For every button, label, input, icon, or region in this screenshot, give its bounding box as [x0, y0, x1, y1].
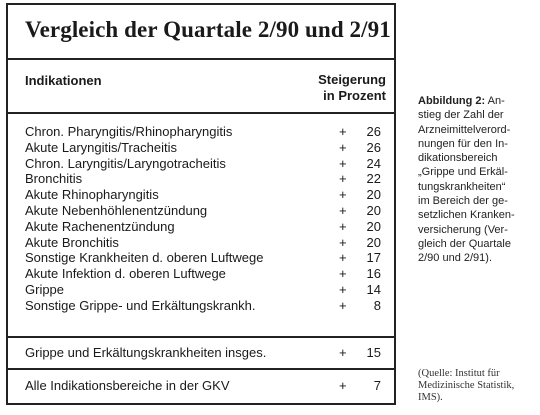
source-line: Medizinische Statistik, [418, 380, 515, 391]
total-value: 7 [373, 378, 381, 393]
source-line: IMS). [418, 392, 443, 403]
row-label: Chron. Laryngitis/Laryngotracheitis [25, 155, 226, 171]
row-sign: + [339, 171, 347, 187]
row-label: Sonstige Krankheiten d. oberen Luftwege [25, 250, 264, 266]
row-label: Akute Rachenentzündung [25, 218, 175, 234]
subtotal-sign: + [339, 345, 347, 360]
subtotal-row [8, 345, 394, 361]
column-header-change [318, 72, 386, 104]
row-value: 22 [366, 171, 381, 187]
row-sign: + [339, 281, 347, 297]
column-header-change-line2: in Prozent [323, 88, 386, 103]
table-title: Vergleich der Quartale 2/90 und 2/91 [25, 17, 391, 42]
caption-line: nungen für den In- [418, 137, 508, 150]
row-label: Sonstige Grippe- und Erkältungskrankh. [25, 297, 256, 313]
total-row [8, 378, 394, 394]
row-label: Akute Nebenhöhlenentzündung [25, 202, 208, 218]
subtotal-label: Grippe und Erkältungskrankheiten insges. [25, 345, 267, 360]
table-row [8, 235, 394, 251]
source-note [418, 368, 536, 404]
table-row [8, 203, 394, 219]
caption-head: Abbildung 2: [418, 95, 486, 107]
row-label: Akute Rhinopharyngitis [25, 187, 159, 203]
row-sign: + [339, 139, 347, 155]
table-row [8, 187, 394, 203]
total-divider [8, 368, 394, 370]
caption-line: Arzneimittelverord- [418, 123, 511, 136]
table-body [8, 124, 394, 314]
row-value: 20 [366, 187, 381, 203]
row-sign: + [339, 234, 347, 250]
caption-line: „Grippe und Erkäl- [418, 166, 508, 179]
row-label: Grippe [25, 281, 65, 297]
table-row [8, 219, 394, 235]
row-value: 8 [373, 297, 381, 313]
comparison-table [6, 3, 396, 405]
table-row [8, 298, 394, 314]
table-row [8, 171, 394, 187]
row-value: 17 [366, 250, 381, 266]
column-header-change-line1: Steigerung [318, 72, 386, 87]
row-sign: + [339, 202, 347, 218]
column-header-indications: Indikationen [25, 73, 102, 88]
caption-line: versicherung (Ver- [418, 223, 508, 236]
row-value: 26 [366, 139, 381, 155]
caption-line: Abbildung 2: An- [418, 95, 505, 107]
row-label: Akute Bronchitis [25, 234, 119, 250]
header-divider [8, 112, 394, 114]
table-row [8, 124, 394, 140]
caption-line: gleich der Quartale [418, 237, 511, 250]
figure-caption [418, 94, 536, 266]
caption-line: tungskrankheiten“ [418, 180, 506, 193]
row-value: 20 [366, 218, 381, 234]
row-label: Akute Infektion d. oberen Luftwege [25, 266, 226, 282]
table-row [8, 250, 394, 266]
row-value: 14 [366, 281, 381, 297]
caption-line: stieg der Zahl der [418, 109, 504, 122]
title-area [8, 5, 394, 60]
caption-line: setzlichen Kranken- [418, 209, 515, 222]
row-sign: + [339, 218, 347, 234]
row-sign: + [339, 266, 347, 282]
row-value: 24 [366, 155, 381, 171]
subtotal-divider [8, 336, 394, 338]
row-label: Akute Laryngitis/Tracheitis [25, 139, 177, 155]
table-row [8, 156, 394, 172]
row-sign: + [339, 187, 347, 203]
source-line: (Quelle: Institut für [418, 368, 500, 379]
row-sign: + [339, 250, 347, 266]
table-row [8, 140, 394, 156]
row-value: 20 [366, 234, 381, 250]
row-label: Bronchitis [25, 171, 83, 187]
row-value: 20 [366, 202, 381, 218]
table-row [8, 266, 394, 282]
caption-line: 2/90 und 2/91). [418, 252, 493, 265]
total-sign: + [339, 378, 347, 393]
row-sign: + [339, 297, 347, 313]
table-row [8, 282, 394, 298]
subtotal-value: 15 [366, 345, 381, 360]
total-label: Alle Indikationsbereiche in der GKV [25, 378, 230, 393]
row-label: Chron. Pharyngitis/Rhinopharyngitis [25, 124, 233, 139]
row-value: 26 [366, 124, 381, 139]
row-value: 16 [366, 266, 381, 282]
caption-line: im Bereich der ge- [418, 195, 508, 208]
row-sign: + [339, 155, 347, 171]
row-sign: + [339, 124, 347, 139]
caption-line: dikationsbereich [418, 152, 498, 165]
